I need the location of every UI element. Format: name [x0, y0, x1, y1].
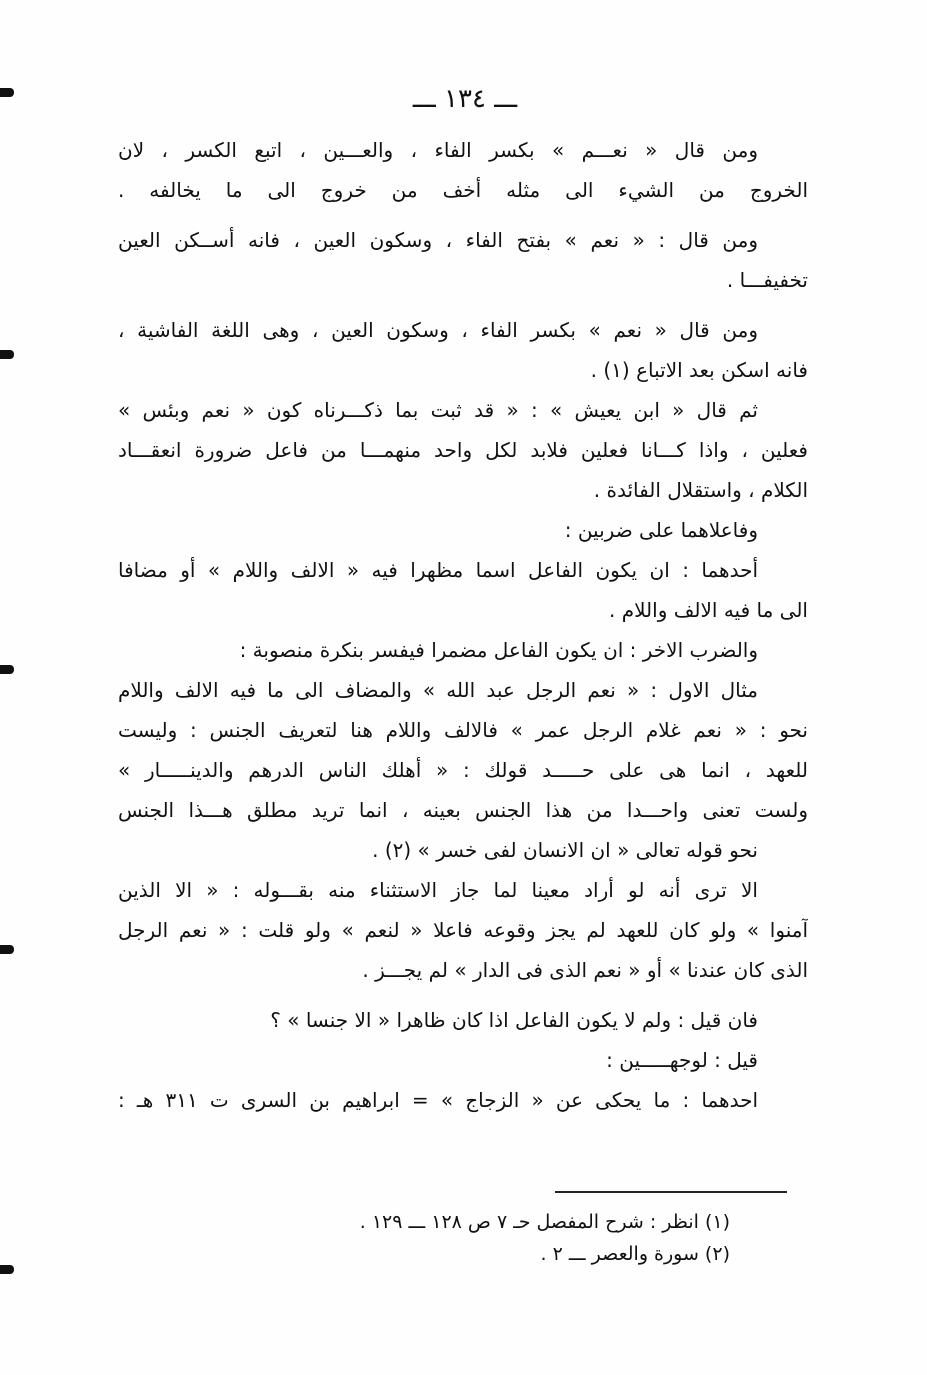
- text-line: ثم قال « ابن يعيش » : « قد ثبت بما ذكـــرناه كون « نعم وبئس »: [118, 398, 758, 422]
- binding-mark: [0, 1265, 14, 1274]
- text-line: فعلين ، واذا كـــانا فعلين فلابد لكل واحد منهمـــا من فاعل ضرورة انعقـــاد: [118, 438, 808, 462]
- binding-mark: [0, 665, 14, 674]
- page-number: ـــ ١٣٤ ـــ: [412, 84, 518, 114]
- text-line: الا ترى أنه لو أراد معينا لما جاز الاستثناء منه بقـــوله : « الا الذين: [118, 878, 758, 902]
- binding-mark: [0, 350, 14, 359]
- text-line: الكلام ، واستقلال الفائدة .: [593, 478, 808, 502]
- text-line: ومن قال « نعم » بكسر الفاء ، وسكون العين ، وهى اللغة الفاشية ،: [118, 318, 758, 342]
- text-line: آمنوا » ولو كان للعهد لم يجز وقوعه فاعلا « لنعم » ولو قلت : « نعم الرجل: [118, 918, 808, 942]
- text-line: الخروج من الشيء الى مثله أخف من خروج الى ما يخالفه .: [118, 178, 808, 202]
- text-line: تخفيفـــا .: [726, 268, 808, 292]
- text-line: الى ما فيه الالف واللام .: [609, 598, 808, 622]
- text-line: فان قيل : ولم لا يكون الفاعل اذا كان ظاهرا « الا جنسا » ؟: [270, 1008, 758, 1032]
- body-text: [118, 130, 808, 1120]
- text-line: فانه اسكن بعد الاتباع (١) .: [590, 358, 808, 382]
- binding-mark: [0, 88, 14, 97]
- text-line: ومن قال « نعـــم » بكسر الفاء ، والعـــين ، اتبع الكسر ، لان: [118, 138, 758, 162]
- text-line: ومن قال : « نعم » بفتح الفاء ، وسكون العين ، فانه أســكن العين: [118, 228, 758, 252]
- footnotes: [240, 1206, 730, 1270]
- text-line: للعهد ، انما هى على حـــــد قولك : « أهلك الناس الدرهم والدينـــــار »: [118, 758, 808, 782]
- footnote: (٢) سورة والعصر ـــ ٢ .: [540, 1243, 730, 1265]
- text-line: مثال الاول : « نعم الرجل عبد الله » والمضاف الى ما فيه الالف واللام: [118, 678, 758, 702]
- binding-mark: [0, 945, 14, 954]
- text-line: ولست تعنى واحـــدا من هذا الجنس بعينه ، انما تريد مطلق هـــذا الجنس: [118, 798, 808, 822]
- text-line: أحدهما : ان يكون الفاعل اسما مظهرا فيه « الالف واللام » أو مضافا: [118, 558, 758, 582]
- text-line: نحو : « نعم غلام الرجل عمر » فالالف واللام هنا لتعريف الجنس : وليست: [118, 718, 808, 742]
- text-line: قيل : لوجهـــــين :: [606, 1048, 758, 1072]
- footnote-separator: [555, 1191, 787, 1193]
- text-line: الذى كان عندنا » أو « نعم الذى فى الدار » لم يجـــز .: [362, 958, 808, 982]
- text-line: نحو قوله تعالى « ان الانسان لفى خسر » (٢) .: [372, 838, 758, 862]
- text-line: والضرب الاخر : ان يكون الفاعل مضمرا فيفسر بنكرة منصوبة :: [239, 638, 758, 662]
- text-line: احدهما : ما يحكى عن « الزجاج » = ابراهيم بن السرى ت ٣١١ هـ :: [118, 1088, 758, 1112]
- footnote: (١) انظر : شرح المفصل حـ ٧ ص ١٢٨ ـــ ١٢٩ .: [359, 1211, 730, 1233]
- text-line: وفاعلاهما على ضربين :: [564, 518, 758, 542]
